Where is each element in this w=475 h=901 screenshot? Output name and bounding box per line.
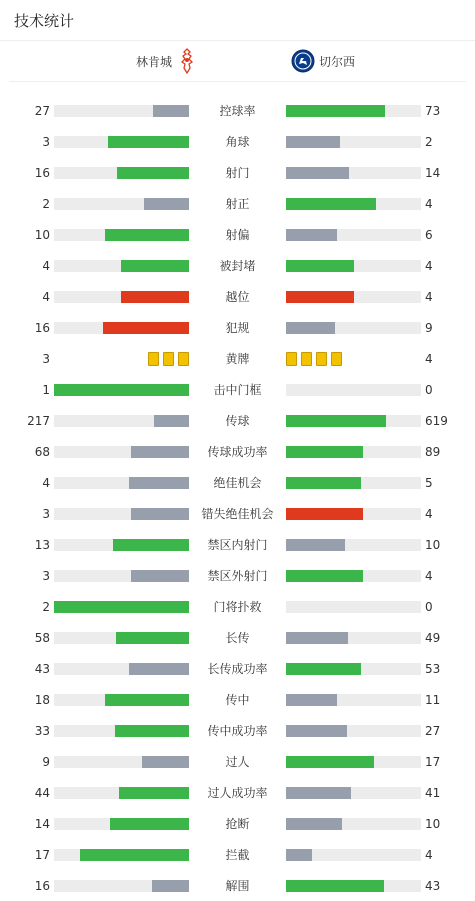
- home-value: 9: [42, 755, 50, 769]
- home-value: 16: [34, 879, 50, 893]
- stats-header: [0, 0, 475, 41]
- stat-row-passes: [0, 405, 475, 436]
- stat-row-shots: [0, 157, 475, 188]
- stat-row-crosses: [0, 684, 475, 715]
- stat-label: 传球成功率: [207, 445, 268, 459]
- stat-row-long-balls: [0, 622, 475, 653]
- stat-label: 射正: [225, 197, 250, 211]
- away-value: 53: [425, 662, 441, 676]
- away-value: 41: [425, 786, 441, 800]
- away-bar-track: [286, 663, 421, 675]
- home-bar-track: [54, 880, 189, 892]
- away-value: 11: [425, 693, 441, 707]
- stat-label: 门将扑救: [213, 600, 262, 614]
- away-value: 4: [425, 352, 433, 366]
- home-bar-track: [54, 477, 189, 489]
- away-bar-fill: [286, 663, 361, 675]
- away-team[interactable]: [291, 41, 355, 81]
- yellow-card-icon: [178, 352, 189, 366]
- away-bar-track: [286, 105, 421, 117]
- home-bar-fill: [54, 601, 189, 613]
- stat-row-clearances: [0, 870, 475, 901]
- away-bar-fill: [286, 446, 363, 458]
- stat-label: 射偏: [225, 228, 250, 242]
- away-bar-fill: [286, 291, 354, 303]
- stat-label: 传中成功率: [207, 724, 268, 738]
- stat-label: 被封堵: [219, 259, 256, 273]
- away-bar-track: [286, 415, 421, 427]
- home-bar-track: [54, 322, 189, 334]
- away-bar-track: [286, 291, 421, 303]
- stat-row-shots-on-target: [0, 188, 475, 219]
- away-bar-fill: [286, 725, 347, 737]
- yellow-card-icon: [331, 352, 342, 366]
- away-bar-track: [286, 260, 421, 272]
- home-bar-track: [54, 632, 189, 644]
- home-value: 4: [42, 290, 50, 304]
- away-value: 4: [425, 507, 433, 521]
- home-bar-fill: [115, 725, 189, 737]
- home-value: 4: [42, 259, 50, 273]
- away-bar-track: [286, 601, 421, 613]
- stat-row-shots-outside-box: [0, 560, 475, 591]
- stat-row-dribble-success: [0, 777, 475, 808]
- stat-row-yellow-cards: [0, 343, 475, 374]
- home-value: 3: [42, 135, 50, 149]
- away-yellow-cards: [286, 352, 342, 366]
- away-bar-track: [286, 322, 421, 334]
- stat-label: 绝佳机会: [213, 476, 262, 490]
- away-value: 619: [425, 414, 448, 428]
- home-bar-track: [54, 756, 189, 768]
- away-value: 0: [425, 383, 433, 397]
- stat-row-tackles: [0, 808, 475, 839]
- home-bar-fill: [103, 322, 189, 334]
- away-bar-track: [286, 508, 421, 520]
- stat-label: 拦截: [225, 848, 250, 862]
- away-bar-track: [286, 787, 421, 799]
- home-bar-track: [54, 260, 189, 272]
- home-bar-track: [54, 136, 189, 148]
- away-value: 4: [425, 569, 433, 583]
- home-bar-track: [54, 694, 189, 706]
- away-bar-fill: [286, 539, 345, 551]
- home-bar-fill: [105, 229, 189, 241]
- home-value: 18: [34, 693, 50, 707]
- home-value: 16: [34, 166, 50, 180]
- home-bar-track: [54, 849, 189, 861]
- away-bar-fill: [286, 818, 342, 830]
- away-bar-track: [286, 818, 421, 830]
- home-bar-fill: [131, 570, 189, 582]
- home-bar-fill: [129, 663, 189, 675]
- stats-list: [0, 82, 475, 901]
- away-bar-fill: [286, 632, 348, 644]
- home-bar-fill: [131, 446, 189, 458]
- home-value: 13: [34, 538, 50, 552]
- home-bar-track: [54, 167, 189, 179]
- away-bar-track: [286, 446, 421, 458]
- stat-row-saves: [0, 591, 475, 622]
- stat-label: 长传: [225, 631, 250, 645]
- home-value: 3: [42, 352, 50, 366]
- home-value: 3: [42, 569, 50, 583]
- home-value: 44: [34, 786, 50, 800]
- home-value: 43: [34, 662, 50, 676]
- away-bar-track: [286, 136, 421, 148]
- home-team-name: 林肯城: [135, 54, 172, 69]
- home-value: 2: [42, 600, 50, 614]
- away-bar-fill: [286, 322, 335, 334]
- home-bar-track: [54, 663, 189, 675]
- away-bar-fill: [286, 508, 363, 520]
- stat-label: 射门: [225, 166, 250, 180]
- home-bar-fill: [54, 384, 189, 396]
- away-bar-track: [286, 570, 421, 582]
- home-bar-fill: [129, 477, 189, 489]
- yellow-card-icon: [163, 352, 174, 366]
- stat-row-long-ball-accuracy: [0, 653, 475, 684]
- away-value: 4: [425, 848, 433, 862]
- away-value: 73: [425, 104, 441, 118]
- away-bar-track: [286, 725, 421, 737]
- home-value: 4: [42, 476, 50, 490]
- stat-label: 犯规: [225, 321, 250, 335]
- yellow-card-icon: [148, 352, 159, 366]
- away-bar-fill: [286, 415, 386, 427]
- away-bar-fill: [286, 136, 340, 148]
- home-bar-track: [54, 601, 189, 613]
- stat-label: 传中: [225, 693, 250, 707]
- home-bar-track: [54, 198, 189, 210]
- home-bar-fill: [110, 818, 189, 830]
- home-bar-track: [54, 384, 189, 396]
- home-value: 14: [34, 817, 50, 831]
- away-value: 2: [425, 135, 433, 149]
- stat-label: 角球: [225, 135, 250, 149]
- home-bar-fill: [116, 632, 189, 644]
- home-value: 17: [34, 848, 50, 862]
- stat-row-possession: [0, 95, 475, 126]
- home-value: 2: [42, 197, 50, 211]
- away-bar-track: [286, 694, 421, 706]
- away-bar-track: [286, 477, 421, 489]
- away-value: 43: [425, 879, 441, 893]
- away-value: 9: [425, 321, 433, 335]
- yellow-card-icon: [316, 352, 327, 366]
- home-bar-track: [54, 415, 189, 427]
- away-bar-fill: [286, 198, 376, 210]
- away-value: 89: [425, 445, 441, 459]
- stat-label: 错失绝佳机会: [201, 507, 274, 521]
- stat-label: 传球: [225, 414, 250, 428]
- home-bar-fill: [121, 291, 189, 303]
- home-team[interactable]: [136, 41, 196, 81]
- away-bar-fill: [286, 229, 337, 241]
- home-bar-fill: [108, 136, 189, 148]
- home-bar-track: [54, 291, 189, 303]
- home-bar-fill: [131, 508, 189, 520]
- home-bar-track: [54, 570, 189, 582]
- home-value: 3: [42, 507, 50, 521]
- stat-label: 过人成功率: [207, 786, 268, 800]
- away-bar-track: [286, 756, 421, 768]
- away-bar-track: [286, 539, 421, 551]
- home-value: 27: [34, 104, 50, 118]
- home-bar-fill: [153, 105, 189, 117]
- away-bar-fill: [286, 167, 349, 179]
- home-bar-fill: [121, 260, 189, 272]
- away-bar-fill: [286, 880, 384, 892]
- stat-row-shots-inside-box: [0, 529, 475, 560]
- home-bar-track: [54, 787, 189, 799]
- stat-row-interceptions: [0, 839, 475, 870]
- home-bar-fill: [105, 694, 189, 706]
- stat-row-dribbles: [0, 746, 475, 777]
- home-value: 10: [34, 228, 50, 242]
- home-bar-track: [54, 508, 189, 520]
- home-bar-fill: [119, 787, 189, 799]
- home-yellow-cards: [148, 352, 189, 366]
- stat-label: 抢断: [225, 817, 250, 831]
- stat-row-corners: [0, 126, 475, 157]
- away-bar-fill: [286, 849, 312, 861]
- away-bar-fill: [286, 756, 374, 768]
- away-team-name: 切尔西: [319, 54, 356, 69]
- away-value: 14: [425, 166, 441, 180]
- stat-row-fouls: [0, 312, 475, 343]
- stat-label: 禁区内射门: [207, 538, 268, 552]
- stat-label: 禁区外射门: [207, 569, 268, 583]
- home-value: 16: [34, 321, 50, 335]
- away-value: 5: [425, 476, 433, 490]
- stat-row-offsides: [0, 281, 475, 312]
- stat-label: 控球率: [219, 104, 256, 118]
- away-bar-fill: [286, 477, 361, 489]
- home-value: 68: [34, 445, 50, 459]
- away-bar-fill: [286, 260, 354, 272]
- home-bar-track: [54, 105, 189, 117]
- away-bar-track: [286, 632, 421, 644]
- away-bar-fill: [286, 787, 351, 799]
- home-value: 33: [34, 724, 50, 738]
- stat-row-hit-woodwork: [0, 374, 475, 405]
- away-value: 10: [425, 817, 441, 831]
- home-value: 217: [27, 414, 50, 428]
- stat-row-cross-accuracy: [0, 715, 475, 746]
- away-value: 10: [425, 538, 441, 552]
- home-bar-track: [54, 725, 189, 737]
- away-bar-track: [286, 167, 421, 179]
- away-bar-fill: [286, 105, 385, 117]
- away-bar-fill: [286, 694, 337, 706]
- stat-row-big-chances-missed: [0, 498, 475, 529]
- stat-row-big-chances: [0, 467, 475, 498]
- away-bar-track: [286, 229, 421, 241]
- home-value: 1: [42, 383, 50, 397]
- page-title: 技术统计: [14, 11, 75, 30]
- away-bar-track: [286, 880, 421, 892]
- home-bar-fill: [113, 539, 189, 551]
- home-bar-track: [54, 818, 189, 830]
- stat-label: 击中门框: [213, 383, 262, 397]
- home-bar-fill: [144, 198, 189, 210]
- away-value: 27: [425, 724, 441, 738]
- stat-label: 解围: [225, 879, 250, 893]
- home-bar-fill: [152, 880, 189, 892]
- home-bar-fill: [80, 849, 189, 861]
- chelsea-crest-icon: [291, 49, 315, 73]
- teams-bar: [9, 41, 466, 82]
- home-bar-track: [54, 446, 189, 458]
- stat-row-shots-off-target: [0, 219, 475, 250]
- away-value: 49: [425, 631, 441, 645]
- yellow-card-icon: [286, 352, 297, 366]
- away-value: 4: [425, 197, 433, 211]
- away-value: 17: [425, 755, 441, 769]
- away-bar-track: [286, 849, 421, 861]
- away-value: 4: [425, 259, 433, 273]
- home-bar-track: [54, 229, 189, 241]
- home-bar-fill: [142, 756, 189, 768]
- stat-label: 越位: [225, 290, 250, 304]
- stat-row-blocked-shots: [0, 250, 475, 281]
- away-value: 6: [425, 228, 433, 242]
- lincoln-city-crest-icon: [178, 48, 196, 74]
- home-value: 58: [34, 631, 50, 645]
- away-value: 0: [425, 600, 433, 614]
- away-value: 4: [425, 290, 433, 304]
- home-bar-fill: [154, 415, 189, 427]
- stat-label: 过人: [225, 755, 250, 769]
- home-bar-fill: [117, 167, 189, 179]
- stat-label: 长传成功率: [207, 662, 268, 676]
- stat-row-pass-accuracy: [0, 436, 475, 467]
- away-bar-fill: [286, 570, 363, 582]
- away-bar-track: [286, 384, 421, 396]
- yellow-card-icon: [301, 352, 312, 366]
- stat-label: 黄牌: [225, 352, 250, 366]
- home-bar-track: [54, 539, 189, 551]
- away-bar-track: [286, 198, 421, 210]
